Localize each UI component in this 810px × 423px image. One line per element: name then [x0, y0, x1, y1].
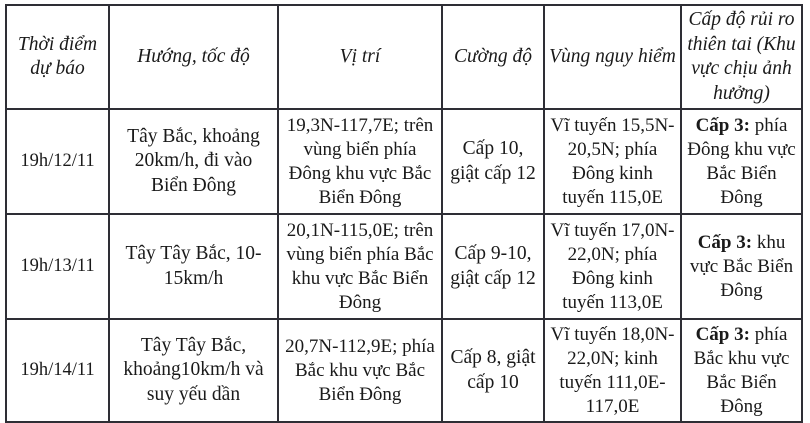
column-header-intensity: Cường độ	[442, 5, 544, 109]
risk-area-text: phía Bắc khu vực Bắc Biển Đông	[693, 323, 790, 417]
column-header-position: Vị trí	[278, 5, 442, 109]
risk-area-text: phía Đông khu vực Bắc Biển Đông	[687, 114, 796, 208]
table-row	[6, 214, 802, 319]
cell-intensity: Cấp 9-10, giật cấp 12	[442, 214, 544, 319]
risk-area-text: khu vực Bắc Biển Đông	[689, 231, 794, 301]
cell-position: 19,3N-117,7E; trên vùng biển phía Đông khu vực Bắc Biển Đông	[278, 109, 442, 214]
storm-forecast-table	[5, 4, 803, 423]
table-row	[6, 109, 802, 214]
column-header-risk-level: Cấp độ rủi ro thiên tai (Khu vực chịu ảnh hưởng)	[681, 5, 802, 109]
table-header	[6, 5, 802, 109]
cell-intensity: Cấp 10, giật cấp 12	[442, 109, 544, 214]
header-row	[6, 5, 802, 109]
cell-risk-level	[681, 109, 802, 214]
cell-forecast-time: 19h/12/11	[6, 109, 109, 214]
cell-direction-speed: Tây Tây Bắc, khoảng10km/h và suy yếu dần	[109, 319, 278, 422]
column-header-direction-speed: Hướng, tốc độ	[109, 5, 278, 109]
cell-danger-zone: Vĩ tuyến 15,5N-20,5N; phía Đông kinh tuyến 115,0E	[544, 109, 681, 214]
cell-position: 20,7N-112,9E; phía Bắc khu vực Bắc Biển Đông	[278, 319, 442, 422]
table-row	[6, 319, 802, 422]
risk-level-badge: Cấp 3:	[695, 114, 750, 136]
cell-forecast-time: 19h/14/11	[6, 319, 109, 422]
cell-direction-speed: Tây Tây Bắc, 10-15km/h	[109, 214, 278, 319]
cell-danger-zone: Vĩ tuyến 18,0N-22,0N; kinh tuyến 111,0E-117,0E	[544, 319, 681, 422]
cell-risk-level	[681, 319, 802, 422]
cell-intensity: Cấp 8, giật cấp 10	[442, 319, 544, 422]
cell-danger-zone: Vĩ tuyến 17,0N-22,0N; phía Đông kinh tuyến 113,0E	[544, 214, 681, 319]
risk-level-badge: Cấp 3:	[695, 323, 750, 345]
column-header-forecast-time: Thời điểm dự báo	[6, 5, 109, 109]
cell-position: 20,1N-115,0E; trên vùng biển phía Bắc khu vực Bắc Biển Đông	[278, 214, 442, 319]
column-header-danger-zone: Vùng nguy hiểm	[544, 5, 681, 109]
cell-forecast-time: 19h/13/11	[6, 214, 109, 319]
risk-level-badge: Cấp 3:	[697, 231, 753, 253]
table-body	[6, 109, 802, 422]
cell-direction-speed: Tây Bắc, khoảng 20km/h, đi vào Biển Đông	[109, 109, 278, 214]
cell-risk-level	[681, 214, 802, 319]
